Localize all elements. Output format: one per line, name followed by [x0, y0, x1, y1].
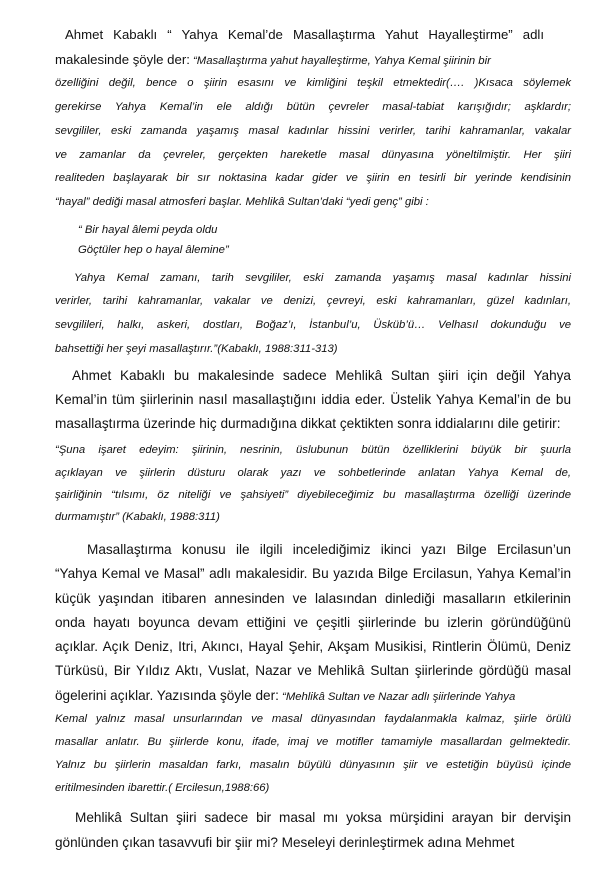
paragraph-1-quote-start: “Masallaştırma yahut hayalleştirme, Yahya Kemal şiirinin bir — [189, 55, 491, 67]
paragraph-2-line-1: Yahya Kemal zamanı, tarih sevgililer, eski zamanda yaşamış masal kadınlar hissini — [74, 272, 571, 284]
paragraph-1-line-6: ve zamanlar da çevreler, gerçekten hareketle masal dünyasına yöneltilmiştir. Her şiiri — [55, 149, 571, 161]
paragraph-4-lead-text: ögelerini açıklar. Yazısında şöyle der: — [55, 688, 279, 703]
paragraph-4-line-6: Türküsü, Bir Yıldız Aktı, Vuslat, Nazar ve Mehlikâ Sultan şiirlerinde gördüğü masal — [55, 663, 571, 678]
paragraph-4-line-7 — [55, 688, 571, 705]
quote-3-line-1: “Şuna işaret edeyim: şiirinin, nesrinin, üslubunun bütün özelliklerini büyük bir şuurla — [55, 444, 571, 456]
quote-3-line-2: açıklayan ve şiirlerin düsturu olarak yazı ve sohbetlerinde anlatan Yahya Kemal de, — [55, 467, 571, 479]
paragraph-2-line-4: bahsettiği her şeyi masallaştırır.”(Kabaklı, 1988:311-313) — [55, 343, 338, 355]
paragraph-4-line-4: onda hayatı boyunca devam ettiğini ve çeşitli şiirlerinde bu izlerin göründüğünü — [55, 615, 571, 630]
paragraph-4-line-11: eritilmesinden ibarettir.( Ercilesun,1988:66) — [55, 782, 270, 794]
paragraph-2-line-3: sevgilileri, halkı, askeri, dostları, Boğaz’ı, İstanbul’u, Üsküb’ü… Velhasıl dokunduğu ve — [55, 319, 571, 331]
paragraph-4-line-2: “Yahya Kemal ve Masal” adlı makalesidir. Bu yazıda Bilge Ercilasun, Yahya Kemal’in — [55, 566, 571, 581]
quote-3-line-4: durmamıştır” (Kabaklı, 1988:311) — [55, 511, 220, 523]
paragraph-1-line-7: realiteden başlayarak bir sır noktasina kadar gider ve şiirin en tesirli bir yerinde kendisinin — [55, 172, 571, 184]
paragraph-4-line-9: masallar anlatır. Bu şiirlerde konu, ifade, imaj ve motifler tamamiyle masallardan gelmektedir. — [55, 736, 571, 748]
paragraph-5-line-2: gönlünden çıkan tasavvufi bir şiir mi? Meseleyi derinleştirmek adına Mehmet — [55, 835, 515, 850]
paragraph-4-line-5: açıklar. Açık Deniz, Itri, Akıncı, Hayal Şehir, Akşam Musikisi, Rintlerin Ölümü, Deniz — [55, 639, 571, 654]
verse-line-2: Göçtüler hep o hayal âlemine” — [78, 244, 229, 256]
paragraph-2-line-2: verirler, tarihi kahramanlar, vakalar ve denizi, çevreyi, eski kahramanları, güzel kadınları, — [55, 295, 571, 307]
paragraph-1-line-5: sevgililer, eski zamanda yaşamış masal kadınlar hissini verirler, tarihi kahramanlar, vakalar — [55, 125, 571, 137]
paragraph-4-line-1: Masallaştırma konusu ile ilgili incelediğimiz ikinci yazı Bilge Ercilasun’un — [87, 542, 571, 557]
paragraph-4-line-8: Kemal yalnız masal unsurlarından ve masal dünyasından faydalanmakla kalmaz, şiirle örülü — [55, 713, 571, 725]
paragraph-4-quote-start: “Mehlikâ Sultan ve Nazar adlı şiirlerinde Yahya — [278, 691, 516, 703]
verse-line-1: “ Bir hayal âlemi peyda oldu — [78, 224, 218, 236]
paragraph-3-line-2: Kemal’in tüm şiirlerinin nasıl masallaştığını iddia eder. Üstelik Yahya Kemal’in de bu — [55, 392, 571, 407]
paragraph-3-line-1: Ahmet Kabaklı bu makalesinde sadece Mehlikâ Sultan şiiri için değil Yahya — [72, 368, 571, 383]
paragraph-4-line-3: küçük yaşından itibaren annesinden ve lalasından dinlediği masalların etkilerinin — [55, 591, 571, 606]
paragraph-1-line-4: gerekirse Yahya Kemal’in ele aldığı bütün çevreler masal-tabiat karışığıdır; aşklardır; — [55, 101, 571, 113]
paragraph-5-line-1: Mehlikâ Sultan şiiri sadece bir masal mı yoksa mürşidini arayan bir dervişin — [75, 810, 571, 825]
paragraph-1-line-2 — [55, 52, 571, 69]
paragraph-3-line-3: masallaştırma üzerinde hiç durmadığına dikkat çektikten sonra iddialarını dile getirir: — [55, 416, 561, 431]
quote-3-line-3: şairliğinin “tılsımı, öz niteliği ve şahsiyeti” diyebileceğimiz bu masallaştırma özelliği üzerinde — [55, 489, 571, 501]
paragraph-1-line-3: özelliğini değil, bence o şiirin esasını ve kimliğini teşkil etmektedir(…. )Kısaca söylemek — [55, 77, 571, 89]
paragraph-4-line-10: Yalnız bu şiirlerin masaldan farkı, masalın büyülü dünyasının şiir ve estetiğin büyüsü içinde — [55, 759, 571, 771]
paragraph-1-lead-text: makalesinde şöyle der: — [55, 52, 190, 67]
paragraph-1-line-1: Ahmet Kabaklı “ Yahya Kemal’de Masallaştırma Yahut Hayalleştirme” adlı — [65, 27, 544, 42]
paragraph-1-line-8: “hayal” dediği masal atmosferi başlar. Mehlikâ Sultan’daki “yedi genç” gibi : — [55, 196, 429, 208]
